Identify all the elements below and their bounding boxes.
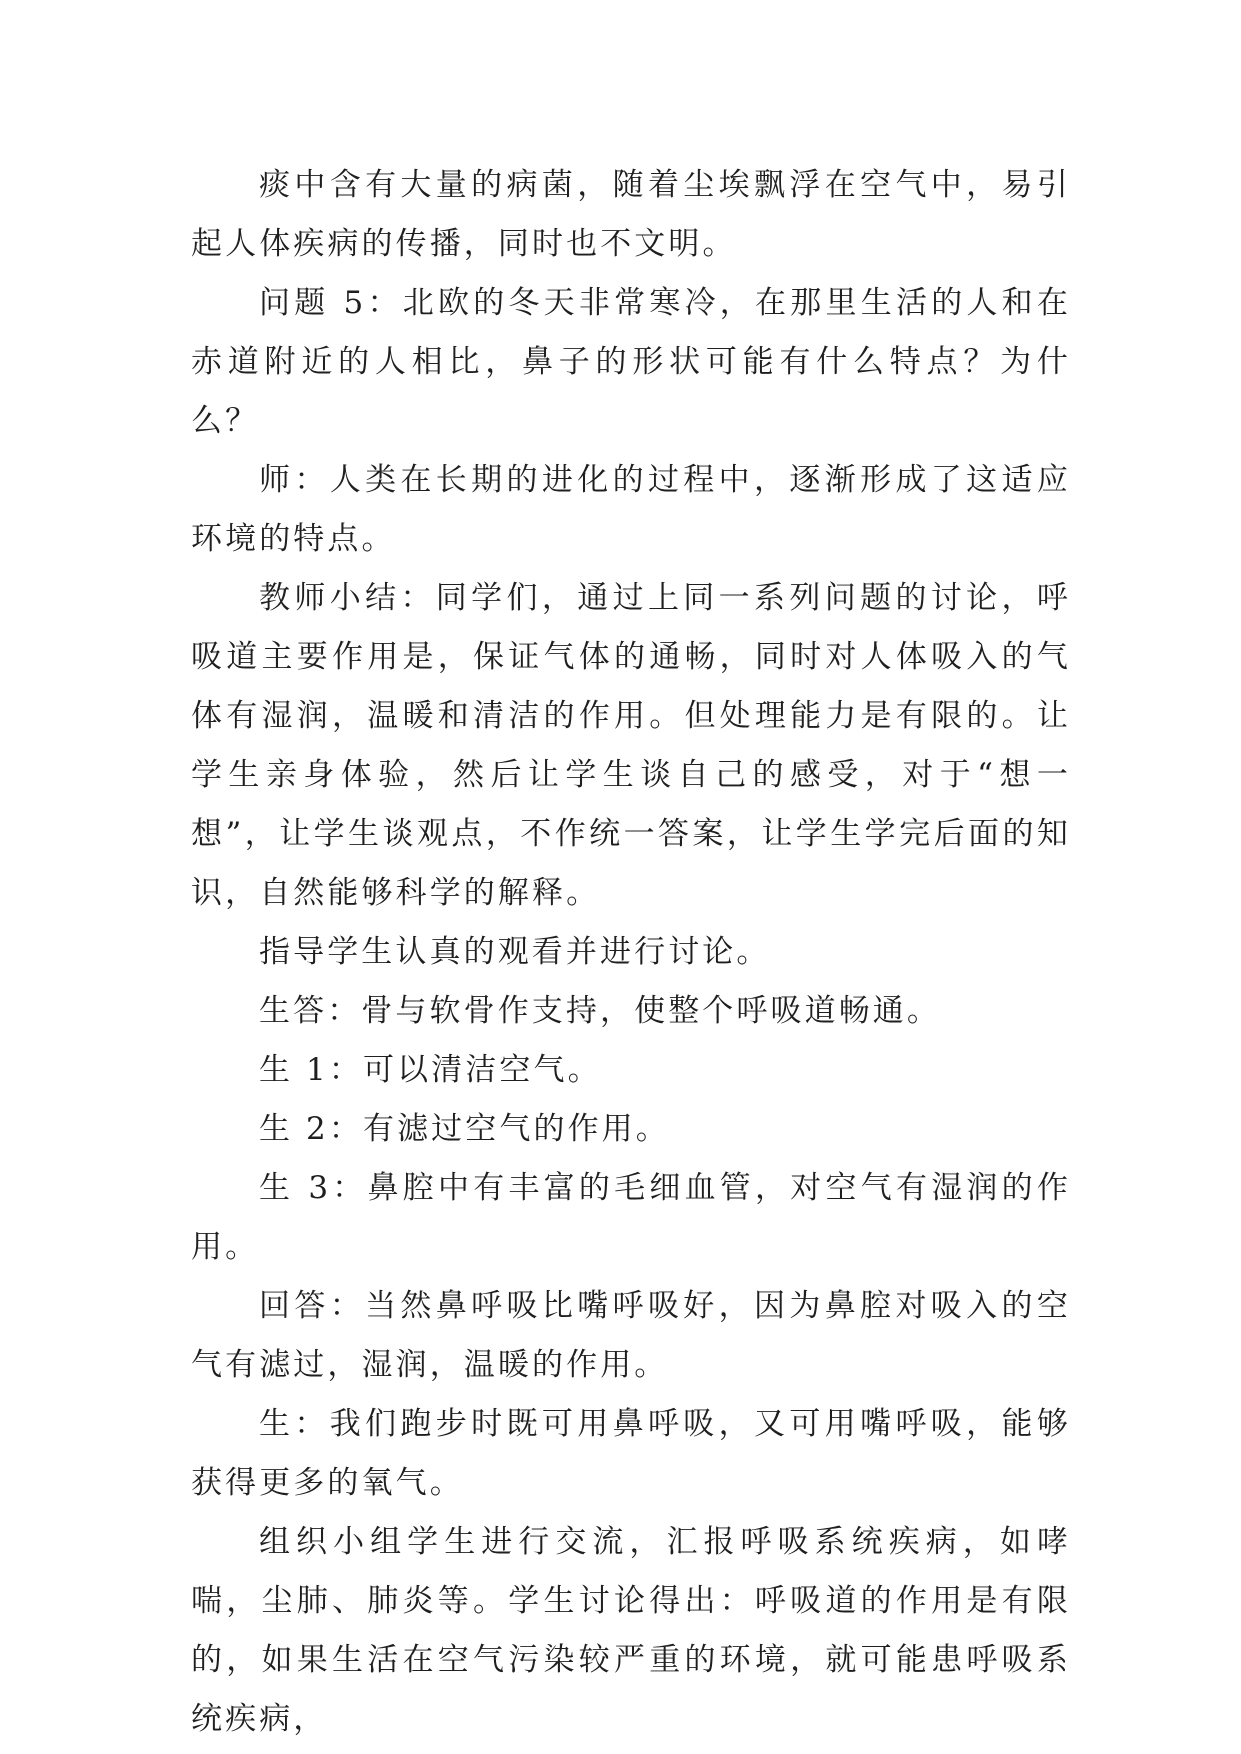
paragraph-3: 师：人类在长期的进化的过程中，逐渐形成了这适应环境的特点。 <box>191 462 1071 557</box>
paragraph-12: 组织小组学生进行交流，汇报呼吸系统疾病，如哮喘，尘肺、肺炎等。学生讨论得出：呼吸道的作用是有限的，如果生活在空气污染较严重的环境，就可能患呼吸系统疾病， <box>191 1524 1071 1737</box>
paragraph-11: 生：我们跑步时既可用鼻呼吸，又可用嘴呼吸，能够获得更多的氧气。 <box>191 1406 1071 1501</box>
paragraph-8: 生 2：有滤过空气的作用。 <box>259 1111 670 1147</box>
paragraph-2: 问题 5：北欧的冬天非常寒冷，在那里生活的人和在赤道附近的人相比，鼻子的形状可能有什么特点？为什么？ <box>191 285 1071 439</box>
paragraph-4: 教师小结：同学们，通过上同一系列问题的讨论，呼吸道主要作用是，保证气体的通畅，同时对人体吸入的气体有湿润，温暖和清洁的作用。但处理能力是有限的。让学生亲身体验，然后让学生谈自己的感受，对于“想一想”，让学生谈观点，不作统一答案，让学生学完后面的知识，自然能够科学的解释。 <box>191 580 1071 911</box>
paragraph-6: 生答：骨与软骨作支持，使整个呼吸道畅通。 <box>259 993 941 1029</box>
paragraph-1: 痰中含有大量的病菌，随着尘埃飘浮在空气中，易引起人体疾病的传播，同时也不文明。 <box>191 167 1071 262</box>
paragraph-5: 指导学生认真的观看并进行讨论。 <box>259 934 771 970</box>
paragraph-10: 回答：当然鼻呼吸比嘴呼吸好，因为鼻腔对吸入的空气有滤过，湿润，温暖的作用。 <box>191 1288 1071 1383</box>
document-body <box>191 156 1071 1749</box>
paragraph-9: 生 3：鼻腔中有丰富的毛细血管，对空气有湿润的作用。 <box>191 1170 1071 1265</box>
paragraph-7: 生 1：可以清洁空气。 <box>259 1052 602 1088</box>
